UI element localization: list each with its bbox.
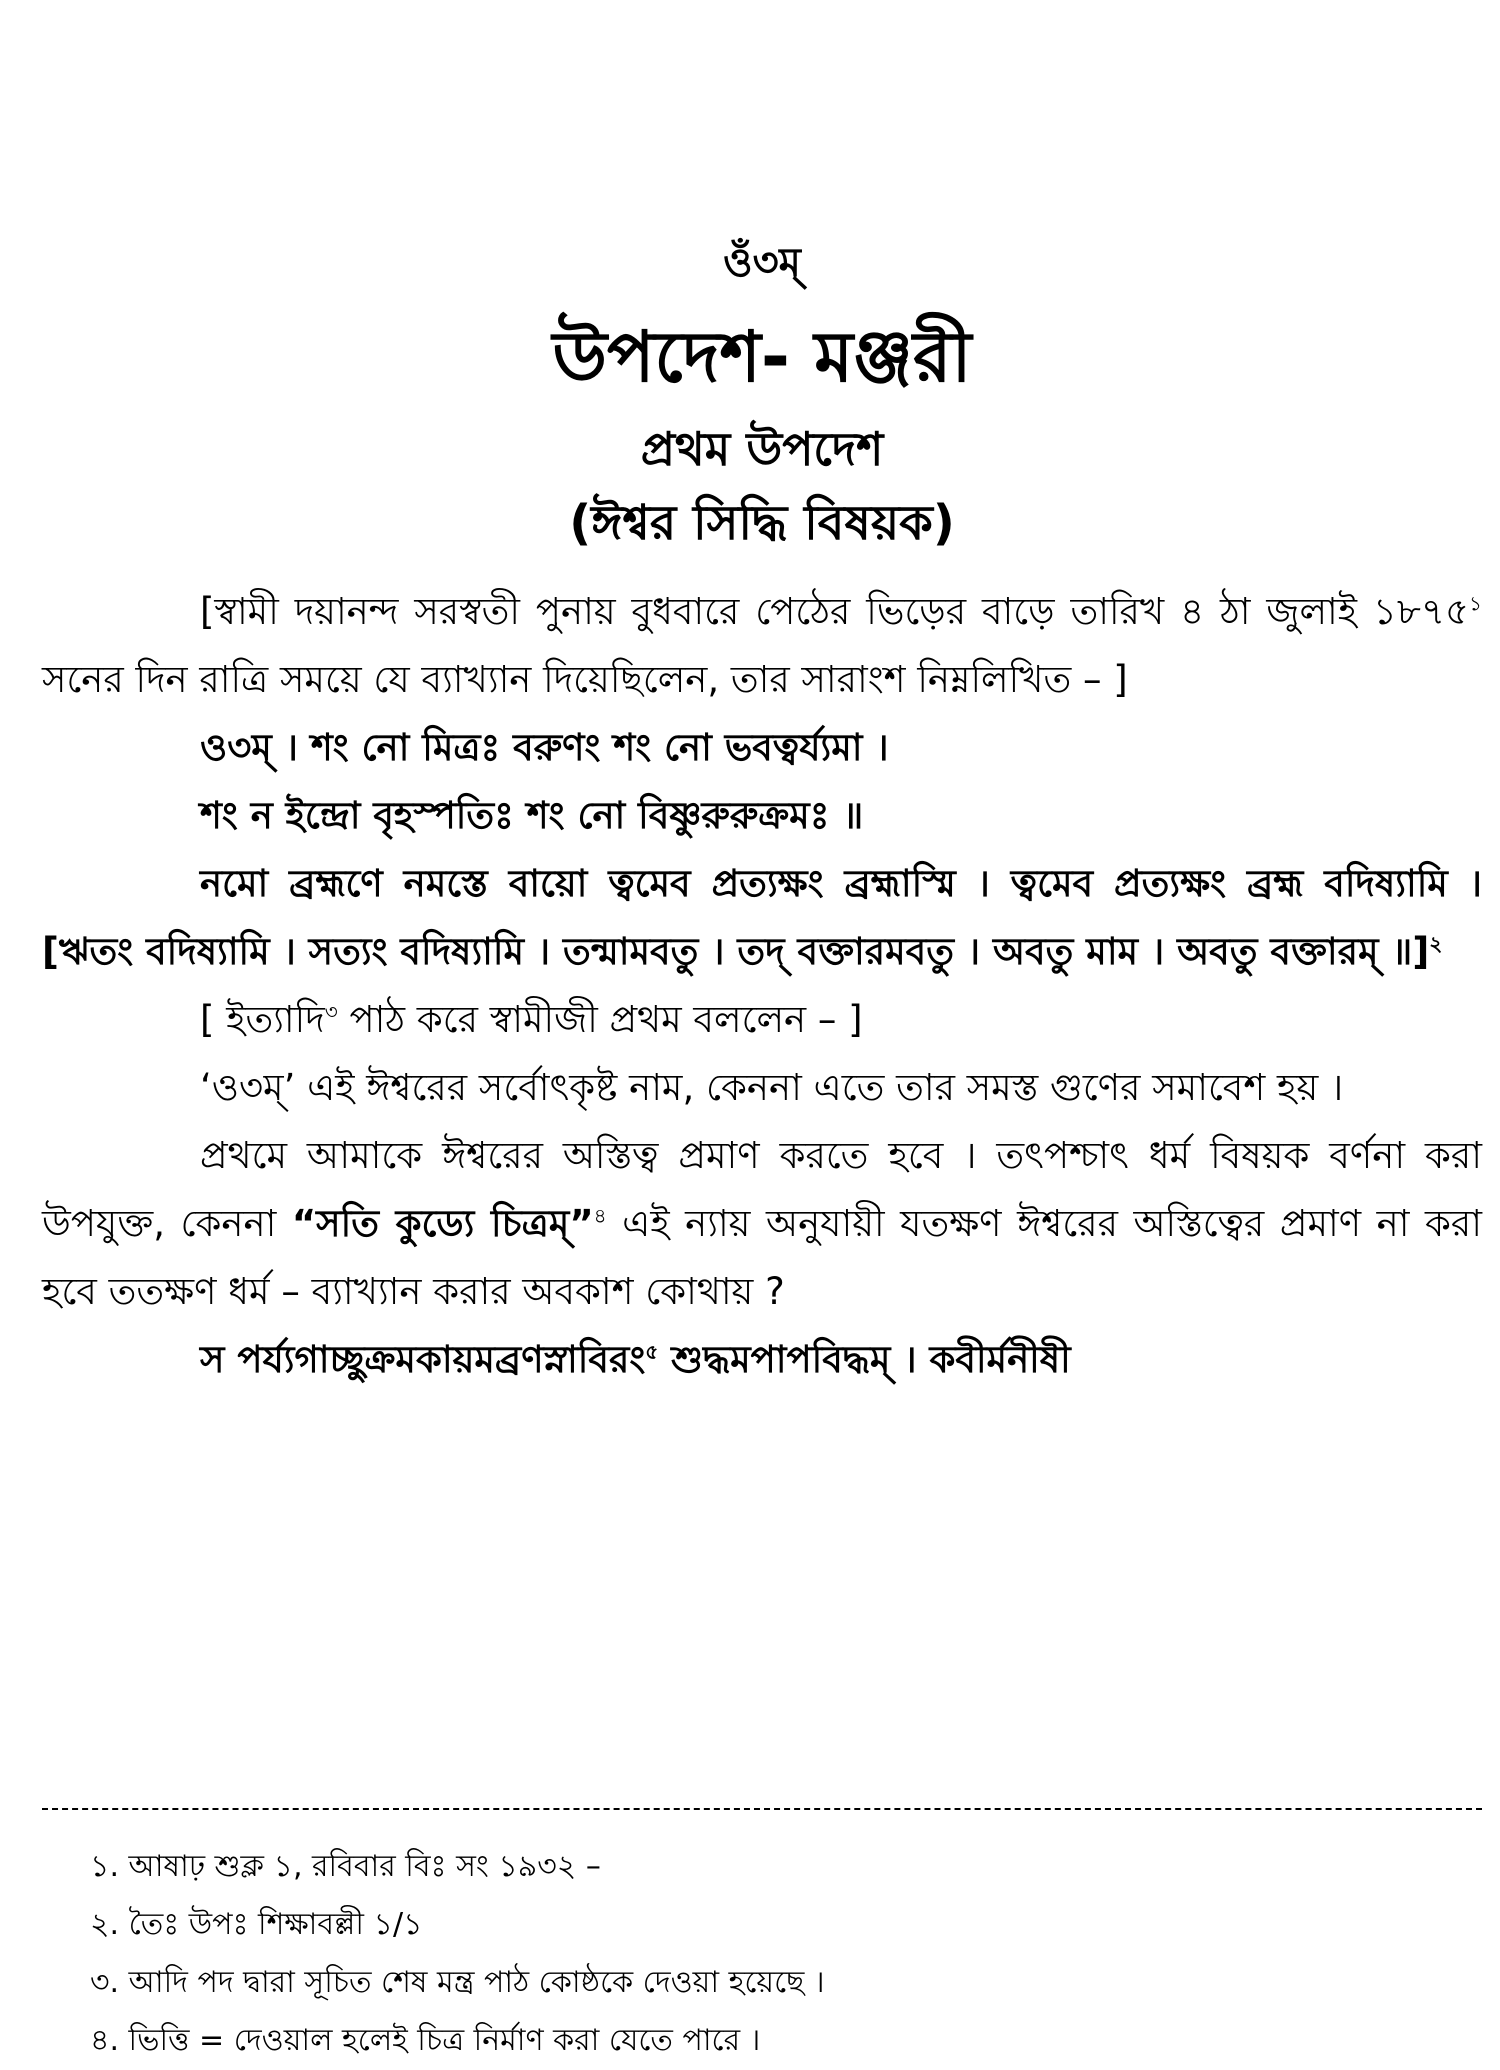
om-name-paragraph: ‘ও৩ম্’ এই ঈশ্বরের সর্বোৎকৃষ্ট নাম, কেননা এতে তার সমস্ত গুণের সমাবেশ হয় । xyxy=(200,1066,1344,1109)
footnote-4: ৪. ভিত্তি = দেওয়াল হলেই চিত্র নির্মাণ করা যেতে পারে । xyxy=(90,2023,761,2058)
mantra-line-2: শং ন ইন্দ্রো বৃহস্পতিঃ শং নো বিষ্ণুরুরুক্রমঃ ॥ xyxy=(200,794,864,837)
footnote-divider xyxy=(42,1808,1482,1810)
footnote-marker-5: ৫ xyxy=(645,1339,659,1364)
page-title: উপদেশ- মঞ্জরী xyxy=(552,316,972,398)
footnote-marker-1: ১ xyxy=(1469,591,1482,616)
footnote-marker-4: ৪ xyxy=(593,1203,607,1228)
main-text xyxy=(42,578,1482,1394)
itiadi-line xyxy=(42,986,1482,1054)
chapter-topic: (ঈশ্বর সিদ্ধি বিষয়ক) xyxy=(569,495,955,551)
mantra-paragraph xyxy=(42,850,1482,986)
mantra-line-3: নমো ব্রহ্মণে নমস্তে বায়ো ত্বমেব প্রত্যক্ষং ব্রহ্মাস্মি । ত্বমেব প্রত্যক্ষং ব্রহ্ম বদিষ্যামি । [ঋতং বদিষ্যামি । সত্যং বদিষ্যামি । তন্মামবতু । তদ্ বক্তারমবতু । অবতু মাম । অবতু বক্তারম্ ॥] xyxy=(42,862,1482,973)
intro-paragraph xyxy=(42,578,1482,714)
proof-text-cont: এই ন্যায় অনুযায়ী যতক্ষণ ঈশ্বরের অস্তিত্বের প্রমাণ না করা হবে ততক্ষণ ধর্ম – ব্যাখ্যান করার অবকাশ কোথায় ? xyxy=(42,1202,1482,1313)
itiadi-text-cont: পাঠ করে স্বামীজী প্রথম বললেন – ] xyxy=(337,998,863,1041)
footnote-1: ১. আষাঢ় শুক্ল ১, রবিবার বিঃ সং ১৯৩২ – xyxy=(90,1849,601,1884)
footnote-3: ৩. আদি পদ দ্বারা সূচিত শেষ মন্ত্র পাঠ কোষ্ঠকে দেওয়া হয়েছে । xyxy=(90,1965,825,2000)
proof-paragraph xyxy=(42,1122,1482,1326)
proof-text: প্রথমে আমাকে ঈশ্বরের অস্তিত্ব প্রমাণ করতে হবে । তৎপশ্চাৎ ধর্ম বিষয়ক বর্ণনা করা উপযুক্ত, কেননা xyxy=(42,1134,1482,1245)
proof-quote: “সতি কুড্যে চিত্রম্” xyxy=(291,1202,594,1245)
footnotes xyxy=(90,1838,1470,2070)
final-mantra-text-cont: শুদ্ধমপাপবিদ্ধম্ । কবীর্মনীষী xyxy=(658,1338,1071,1381)
footnote-marker-2: ২ xyxy=(1429,931,1443,956)
chapter-subtitle: প্রথম উপদেশ xyxy=(640,422,884,476)
mantra-line-1: ও৩ম্ । শং নো মিত্রঃ বরুণং শং নো ভবত্বর্য্যমা । xyxy=(200,726,889,769)
itiadi-text: [ ইত্যাদি xyxy=(200,998,325,1041)
final-mantra-text: স পর্য্যগাচ্ছুক্রমকায়মব্রণস্নাবিরং xyxy=(200,1338,646,1381)
footnote-2: ২. তৈঃ উপঃ শিক্ষাবল্লী ১/১ xyxy=(90,1907,423,1942)
book-page xyxy=(42,0,1482,2058)
om-heading: ওঁ৩ম্ xyxy=(723,240,801,286)
intro-text: [স্বামী দয়ানন্দ সরস্বতী পুনায় বুধবারে পেঠের ভিড়ের বাড়ে তারিখ ৪ ঠা জুলাই ১৮৭৫ xyxy=(200,590,1470,633)
footnote-marker-3: ৩ xyxy=(324,999,338,1024)
intro-text-cont: সনের দিন রাত্রি সময়ে যে ব্যাখ্যান দিয়েছিলেন, তার সারাংশ নিম্নলিখিত – ] xyxy=(42,658,1128,701)
final-mantra-line xyxy=(42,1326,1482,1394)
